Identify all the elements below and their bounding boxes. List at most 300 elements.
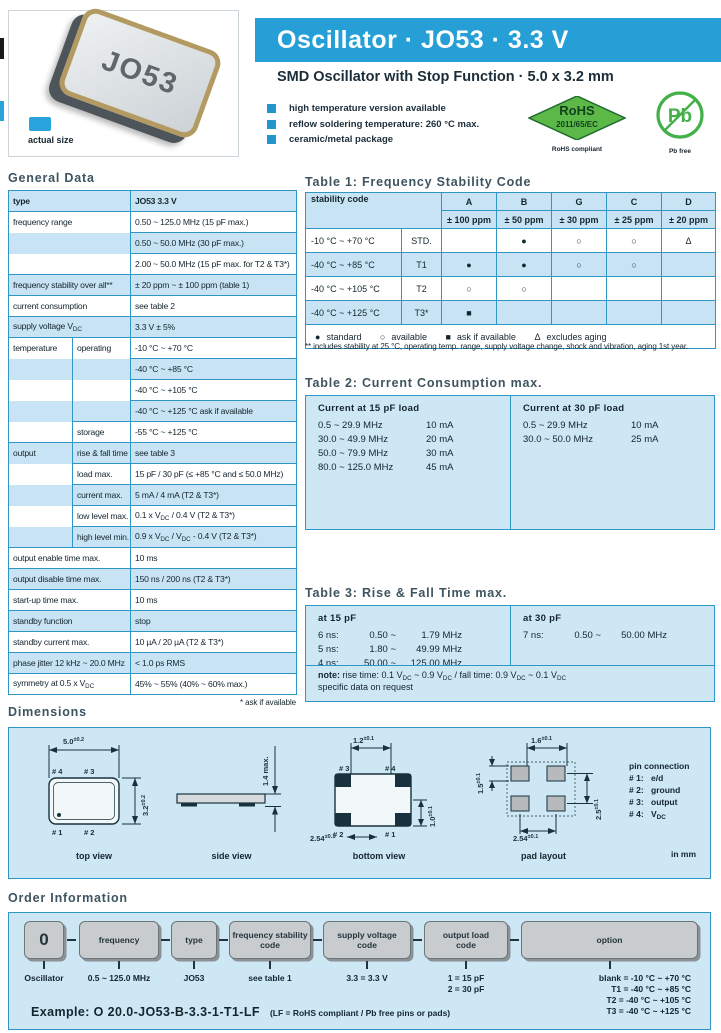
pin-function: V [651, 809, 657, 819]
example-note: (LF = RoHS compliant / Pb free pins or pads) [269, 1008, 451, 1018]
freq-to: 125.00 MHz [410, 658, 462, 669]
order-box-stability-code [229, 921, 311, 959]
cell [9, 506, 73, 527]
row-label [9, 317, 131, 338]
pb-caption: Pb free [668, 148, 692, 155]
value-text: / V [169, 531, 182, 541]
column-header: at 30 pF [523, 613, 562, 624]
note-text: / fall time: 0.9 V [452, 670, 517, 680]
table-row [318, 630, 498, 644]
order-caption-line: T1 = -40 °C ~ +85 °C [611, 984, 691, 995]
row-label: type [9, 191, 131, 212]
current-value: 25 mA [631, 434, 659, 445]
feature-list [267, 101, 479, 148]
freq-from: 0.50 ~ [574, 630, 601, 641]
order-box-label: code [260, 940, 280, 950]
svg-text:5.0±0.2: $5.0^{\pm 0.2}$ [63, 737, 85, 746]
table2-right [510, 396, 714, 529]
row-label: start-up time max. [9, 590, 131, 611]
temp-code: T3* [402, 301, 442, 325]
current-value: 10 mA [426, 420, 454, 431]
pin-number: # 3: [629, 797, 644, 807]
row-label: frequency range [9, 212, 131, 233]
row-label: standby current max. [9, 632, 131, 653]
availability-cell: ○ [552, 253, 607, 277]
value-subscript: DC [160, 536, 170, 543]
general-data-heading: General Data [8, 171, 95, 185]
row-label: output [9, 443, 73, 464]
note-subscript: DC [402, 675, 412, 682]
order-box-frequency [79, 921, 159, 959]
freq-range: 50.0 ~ 79.9 MHz [318, 448, 388, 459]
order-caption: see table 1 [248, 973, 292, 983]
ppm-value: ± 20 ppm [662, 211, 716, 229]
cell [9, 254, 131, 275]
rohs-diamond-icon [528, 96, 626, 140]
temp-code: STD. [402, 229, 442, 253]
bottom-view-diagram [309, 734, 449, 842]
drawing-caption: side view [211, 851, 252, 861]
pointer-tick [43, 961, 45, 969]
availability-cell [607, 301, 662, 325]
order-caption: 0.5 ~ 125.0 MHz [87, 973, 151, 983]
pin-function-subscript: DC [656, 814, 666, 821]
table-row [523, 434, 702, 448]
value-text: 0.9 x V [135, 531, 161, 541]
time-value: 5 ns: [318, 644, 339, 655]
top-view-drawing [29, 734, 159, 861]
svg-text:2011/65/EC: 2011/65/EC [556, 120, 598, 129]
order-caption-line: 2 = 30 pF [447, 984, 485, 995]
bullet-square-icon [267, 135, 276, 144]
column-header: at 15 pF [318, 613, 357, 624]
order-caption-line: 1 = 15 pF [447, 973, 485, 983]
order-box-label: type [185, 934, 203, 945]
print-mark [0, 38, 4, 59]
table-row [318, 448, 498, 462]
row-value: 10 ms [131, 548, 297, 569]
note-subscript: DC [442, 675, 453, 682]
svg-text:1.6±0.1: $1.6^{\pm 0.1}$ [531, 736, 553, 745]
svg-text:2.54±0.1: $2.54^{\pm 0.1}$ [513, 834, 539, 842]
actual-size-label: actual size [28, 135, 74, 145]
actual-size-swatch [29, 117, 51, 131]
note-subscript: DC [556, 675, 567, 682]
availability-cell [662, 301, 716, 325]
cell [9, 485, 73, 506]
drawing-caption: pad layout [520, 851, 566, 861]
pointer-tick [269, 961, 271, 969]
legend-text: standard [326, 331, 362, 342]
rohs-badge [528, 96, 626, 153]
order-box-supply-voltage [323, 921, 411, 959]
label-subscript: DC [85, 683, 95, 690]
pin-connection-title: pin connection [629, 761, 690, 771]
order-box-label: supply voltage [337, 929, 397, 940]
row-value: 0.50 ~ 125.0 MHz (15 pF max.) [131, 212, 297, 233]
availability-cell: ○ [442, 277, 497, 301]
legend-text: excludes aging [546, 331, 607, 342]
row-sublabel: load max. [73, 464, 131, 485]
pin-row [629, 772, 689, 784]
order-caption: Oscillator [24, 973, 64, 983]
label-text: symmetry at 0.5 x V [13, 678, 86, 688]
row-value: 2.00 ~ 50.0 MHz (15 pF max. for T2 & T3*) [131, 254, 297, 275]
pointer-tick [193, 961, 195, 969]
row-label: standby function [9, 611, 131, 632]
cell [9, 359, 73, 380]
bullet-square-icon [267, 104, 276, 113]
legend-text: available [391, 331, 427, 342]
dimensions-heading: Dimensions [8, 705, 87, 719]
svg-text:1.0±0.1: $1.0^{\pm 0.1}$ [428, 805, 437, 827]
pin-connection [629, 760, 689, 824]
bullet-square-icon [267, 120, 276, 129]
pointer-tick [366, 961, 368, 969]
legend-symbol: ● [315, 331, 321, 342]
row-value: 15 pF / 30 pF (≤ +85 °C and ≤ 50.0 MHz) [131, 464, 297, 485]
ppm-value: ± 50 ppm [497, 211, 552, 229]
svg-text:Pb: Pb [667, 106, 693, 127]
value-subscript: DC [160, 515, 170, 522]
availability-cell: ● [442, 253, 497, 277]
row-value: see table 2 [131, 296, 297, 317]
feature-bullet [267, 132, 479, 148]
table-row [318, 420, 498, 434]
code-letter: A [442, 193, 497, 211]
order-box-label: 0 [39, 929, 49, 949]
feature-bullet [267, 117, 479, 133]
note-line1 [318, 670, 702, 682]
row-sublabel: rise & fall time [73, 443, 131, 464]
legend-symbol: ○ [379, 331, 386, 342]
row-value: 0.50 ~ 50.0 MHz (30 pF max.) [131, 233, 297, 254]
svg-text:RoHS: RoHS [559, 103, 595, 118]
time-value: 7 ns: [523, 630, 544, 641]
separator-dash [161, 939, 170, 941]
cell [9, 464, 73, 485]
row-label: temperature [9, 338, 73, 359]
table2-left [306, 396, 510, 529]
table-row [523, 630, 702, 644]
table3-left [306, 606, 510, 669]
general-data-footnote: * ask if available [239, 698, 296, 707]
table3-heading: Table 3: Rise & Fall Time max. [305, 586, 508, 600]
order-box-label: output load [442, 929, 490, 940]
availability-cell [662, 253, 716, 277]
svg-text:# 1: # 1 [385, 830, 396, 839]
svg-text:# 1: # 1 [52, 828, 63, 837]
product-subtitle: SMD Oscillator with Stop Function · 5.0 x 3.2 mm [277, 69, 614, 85]
svg-text:1.2±0.1: $1.2^{\pm 0.1}$ [353, 736, 375, 745]
table-row [318, 462, 498, 476]
availability-cell [552, 301, 607, 325]
freq-range: 30.0 ~ 50.0 MHz [523, 434, 593, 445]
freq-range: 80.0 ~ 125.0 MHz [318, 462, 394, 473]
cell [73, 359, 131, 380]
cell [9, 422, 73, 443]
note-subscript: DC [516, 675, 526, 682]
ppm-value: ± 100 ppm [442, 211, 497, 229]
example-line [31, 1005, 450, 1019]
cell [9, 527, 73, 548]
order-caption: JO53 [183, 973, 205, 983]
oscillator-chip-image [56, 5, 225, 141]
cell [9, 380, 73, 401]
row-label: output disable time max. [9, 569, 131, 590]
temp-range: -40 °C ~ +105 °C [306, 277, 402, 301]
freq-range: 0.5 ~ 29.9 MHz [523, 420, 588, 431]
freq-from: 50.00 ~ [364, 658, 396, 669]
table3-right [510, 606, 714, 665]
legend-symbol: ■ [445, 331, 451, 342]
availability-cell: ○ [607, 253, 662, 277]
current-value: 45 mA [426, 462, 454, 473]
freq-to: 50.00 MHz [621, 630, 667, 641]
bottom-view-drawing [309, 734, 449, 861]
freq-to: 49.99 MHz [416, 644, 462, 655]
row-value: 10 µA / 20 µA (T2 & T3*) [131, 632, 297, 653]
cell [73, 380, 131, 401]
order-caption-line: blank = -10 °C ~ +70 °C [598, 973, 691, 983]
separator-dash [413, 939, 422, 941]
code-letter: C [607, 193, 662, 211]
separator-dash [219, 939, 228, 941]
rise-fall-table [305, 605, 715, 702]
order-caption [424, 973, 508, 995]
freq-from: 0.50 ~ [369, 630, 396, 641]
dimensions-panel [8, 727, 711, 879]
note-text: rise time: 0.1 V [340, 670, 403, 680]
table1-footnote: ** includes stability at 25 °C, operating temp. range, supply voltage change, shock and vibration, aging 1st year. [305, 342, 689, 351]
note-text: ~ 0.1 V [525, 670, 557, 680]
table2-heading: Table 2: Current Consumption max. [305, 376, 543, 390]
general-data-table [8, 190, 297, 695]
pb-free-icon [653, 90, 707, 142]
row-sublabel: operating [73, 338, 131, 359]
pin-row [629, 808, 689, 824]
column-header: stability code [306, 193, 442, 229]
row-label: phase jitter 12 kHz ~ 20.0 MHz [9, 653, 131, 674]
code-letter: D [662, 193, 716, 211]
pointer-tick [609, 961, 611, 969]
pin-function: e/d [651, 773, 664, 783]
svg-text:# 2: # 2 [84, 828, 95, 837]
availability-cell: ■ [442, 301, 497, 325]
svg-text:# 3: # 3 [339, 764, 350, 773]
value-subscript: DC [181, 536, 191, 543]
row-value [131, 527, 297, 548]
current-value: 20 mA [426, 434, 454, 445]
svg-text:1.5±0.1: $1.5^{\pm 0.1}$ [476, 772, 485, 794]
product-photo [8, 10, 239, 157]
svg-text:# 4: # 4 [385, 764, 396, 773]
time-value: 4 ns: [318, 658, 339, 669]
row-value: -55 °C ~ +125 °C [131, 422, 297, 443]
top-view-diagram [29, 734, 159, 842]
availability-cell [442, 229, 497, 253]
order-box-label: frequency [98, 934, 140, 945]
separator-dash [313, 939, 322, 941]
pointer-tick [118, 961, 120, 969]
value-text: 0.1 x V [135, 510, 161, 520]
table1-heading: Table 1: Frequency Stability Code [305, 175, 532, 189]
order-panel [8, 912, 711, 1030]
svg-text:3.2±0.2: $3.2^{\pm 0.2}$ [141, 794, 150, 816]
row-value: 5 mA / 4 mA (T2 & T3*) [131, 485, 297, 506]
value-text: - 0.4 V (T2 & T3*) [190, 531, 257, 541]
note-label: note: [318, 670, 340, 680]
order-box-output-load [424, 921, 508, 959]
row-value: ± 20 ppm ~ ± 100 ppm (table 1) [131, 275, 297, 296]
availability-cell [497, 301, 552, 325]
feature-text: ceramic/metal package [289, 134, 394, 146]
feature-text: reflow soldering temperature: 260 °C max. [289, 118, 480, 130]
table-row [318, 644, 498, 658]
current-consumption-table [305, 395, 715, 530]
pin-row [629, 796, 689, 808]
row-sublabel: storage [73, 422, 131, 443]
current-value: 10 mA [631, 420, 659, 431]
value-text: / 0.4 V (T2 & T3*) [169, 510, 235, 520]
stability-code-table [305, 192, 716, 349]
pin-number: # 1: [629, 773, 644, 783]
current-value: 30 mA [426, 448, 454, 459]
row-value: 45% ~ 55% (40% ~ 60% max.) [131, 674, 297, 695]
pin-function: output [651, 797, 678, 807]
column-header: Current at 30 pF load [523, 403, 625, 414]
row-sublabel: high level min. [73, 527, 131, 548]
order-box-label: frequency stability [232, 929, 308, 940]
availability-cell: ● [497, 253, 552, 277]
feature-text: high temperature version available [289, 103, 446, 115]
order-caption: 3.3 = 3.3 V [346, 973, 388, 983]
availability-cell: ● [497, 229, 552, 253]
row-label [9, 674, 131, 695]
row-value: 10 ms [131, 590, 297, 611]
svg-text:2.5±0.1: $2.5^{\pm 0.1}$ [594, 798, 603, 820]
pb-free-badge [653, 90, 707, 155]
note-text: ~ 0.9 V [411, 670, 443, 680]
pin-function: ground [651, 785, 681, 795]
print-mark [0, 101, 4, 121]
availability-cell [552, 277, 607, 301]
pad-layout-diagram [461, 734, 626, 842]
temp-code: T2 [402, 277, 442, 301]
order-box-label: code [357, 940, 377, 950]
side-view-diagram [169, 734, 294, 842]
svg-text:# 4: # 4 [52, 767, 63, 776]
legend-symbol: Δ [534, 331, 541, 342]
feature-bullet [267, 101, 479, 117]
row-label: frequency stability over all** [9, 275, 131, 296]
cell [9, 233, 131, 254]
rohs-caption: RoHS compliant [551, 146, 603, 153]
time-value: 6 ns: [318, 630, 339, 641]
table3-note [306, 665, 714, 701]
side-view-drawing [169, 734, 294, 861]
availability-cell: ○ [497, 277, 552, 301]
row-value: -40 °C ~ +85 °C [131, 359, 297, 380]
code-letter: G [552, 193, 607, 211]
svg-text:# 3: # 3 [84, 767, 95, 776]
row-value: 3.3 V ± 5% [131, 317, 297, 338]
order-caption-line: T2 = -40 °C ~ +105 °C [606, 995, 691, 1006]
row-value: < 1.0 ps RMS [131, 653, 297, 674]
row-value: see table 3 [131, 443, 297, 464]
title-banner [255, 18, 721, 62]
unit-note: in mm [670, 849, 696, 859]
row-value: stop [131, 611, 297, 632]
cell [73, 401, 131, 422]
row-value: 150 ns / 200 ns (T2 & T3*) [131, 569, 297, 590]
row-value: -10 °C ~ +70 °C [131, 338, 297, 359]
order-box-label: option [596, 934, 623, 945]
page-title: Oscillator · JO53 · 3.3 V [277, 25, 569, 54]
example-code: Example: O 20.0-JO53-B-3.3-1-T1-LF [31, 1005, 260, 1019]
pad-layout-drawing [461, 734, 626, 861]
label-text: supply voltage V [13, 321, 73, 331]
ppm-value: ± 25 ppm [607, 211, 662, 229]
row-value: -40 °C ~ +125 °C ask if available [131, 401, 297, 422]
svg-text:1.4 max.: 1.4 max. [261, 756, 270, 786]
separator-dash [510, 939, 519, 941]
row-sublabel: current max. [73, 485, 131, 506]
availability-cell: ○ [552, 229, 607, 253]
drawing-caption: top view [75, 851, 112, 861]
row-value [131, 506, 297, 527]
freq-range: 30.0 ~ 49.9 MHz [318, 434, 388, 445]
order-caption [521, 973, 691, 1017]
availability-cell: Δ [662, 229, 716, 253]
availability-cell: ○ [607, 229, 662, 253]
temp-range: -40 °C ~ +125 °C [306, 301, 402, 325]
svg-text:2.54±0.1: $2.54^{\pm 0.1}$ [310, 834, 336, 842]
separator-dash [67, 939, 76, 941]
label-subscript: DC [72, 326, 82, 333]
order-box-oscillator [24, 921, 64, 959]
legend-text: ask if available [456, 331, 516, 342]
availability-cell [607, 277, 662, 301]
table-row [318, 434, 498, 448]
pin-number: # 2: [629, 785, 644, 795]
row-value: JO53 3.3 V [131, 191, 297, 212]
freq-to: 1.79 MHz [421, 630, 462, 641]
order-box-option [521, 921, 698, 959]
pin-row [629, 784, 689, 796]
freq-range: 0.5 ~ 29.9 MHz [318, 420, 383, 431]
order-box-type [171, 921, 217, 959]
order-heading: Order Information [8, 891, 128, 905]
pin-number: # 4: [629, 809, 644, 819]
code-letter: B [497, 193, 552, 211]
availability-cell [662, 277, 716, 301]
row-label: output enable time max. [9, 548, 131, 569]
column-header: Current at 15 pF load [318, 403, 420, 414]
row-value: -40 °C ~ +105 °C [131, 380, 297, 401]
temp-range: -10 °C ~ +70 °C [306, 229, 402, 253]
row-label: current consumption [9, 296, 131, 317]
temp-range: -40 °C ~ +85 °C [306, 253, 402, 277]
ppm-value: ± 30 ppm [552, 211, 607, 229]
order-box-label: code [456, 940, 476, 950]
pointer-tick [465, 961, 467, 969]
temp-code: T1 [402, 253, 442, 277]
order-caption-line: T3 = -40 °C ~ +125 °C [606, 1006, 691, 1017]
drawing-caption: bottom view [352, 851, 406, 861]
cell [9, 401, 73, 422]
note-line2: specific data on request [318, 682, 414, 692]
